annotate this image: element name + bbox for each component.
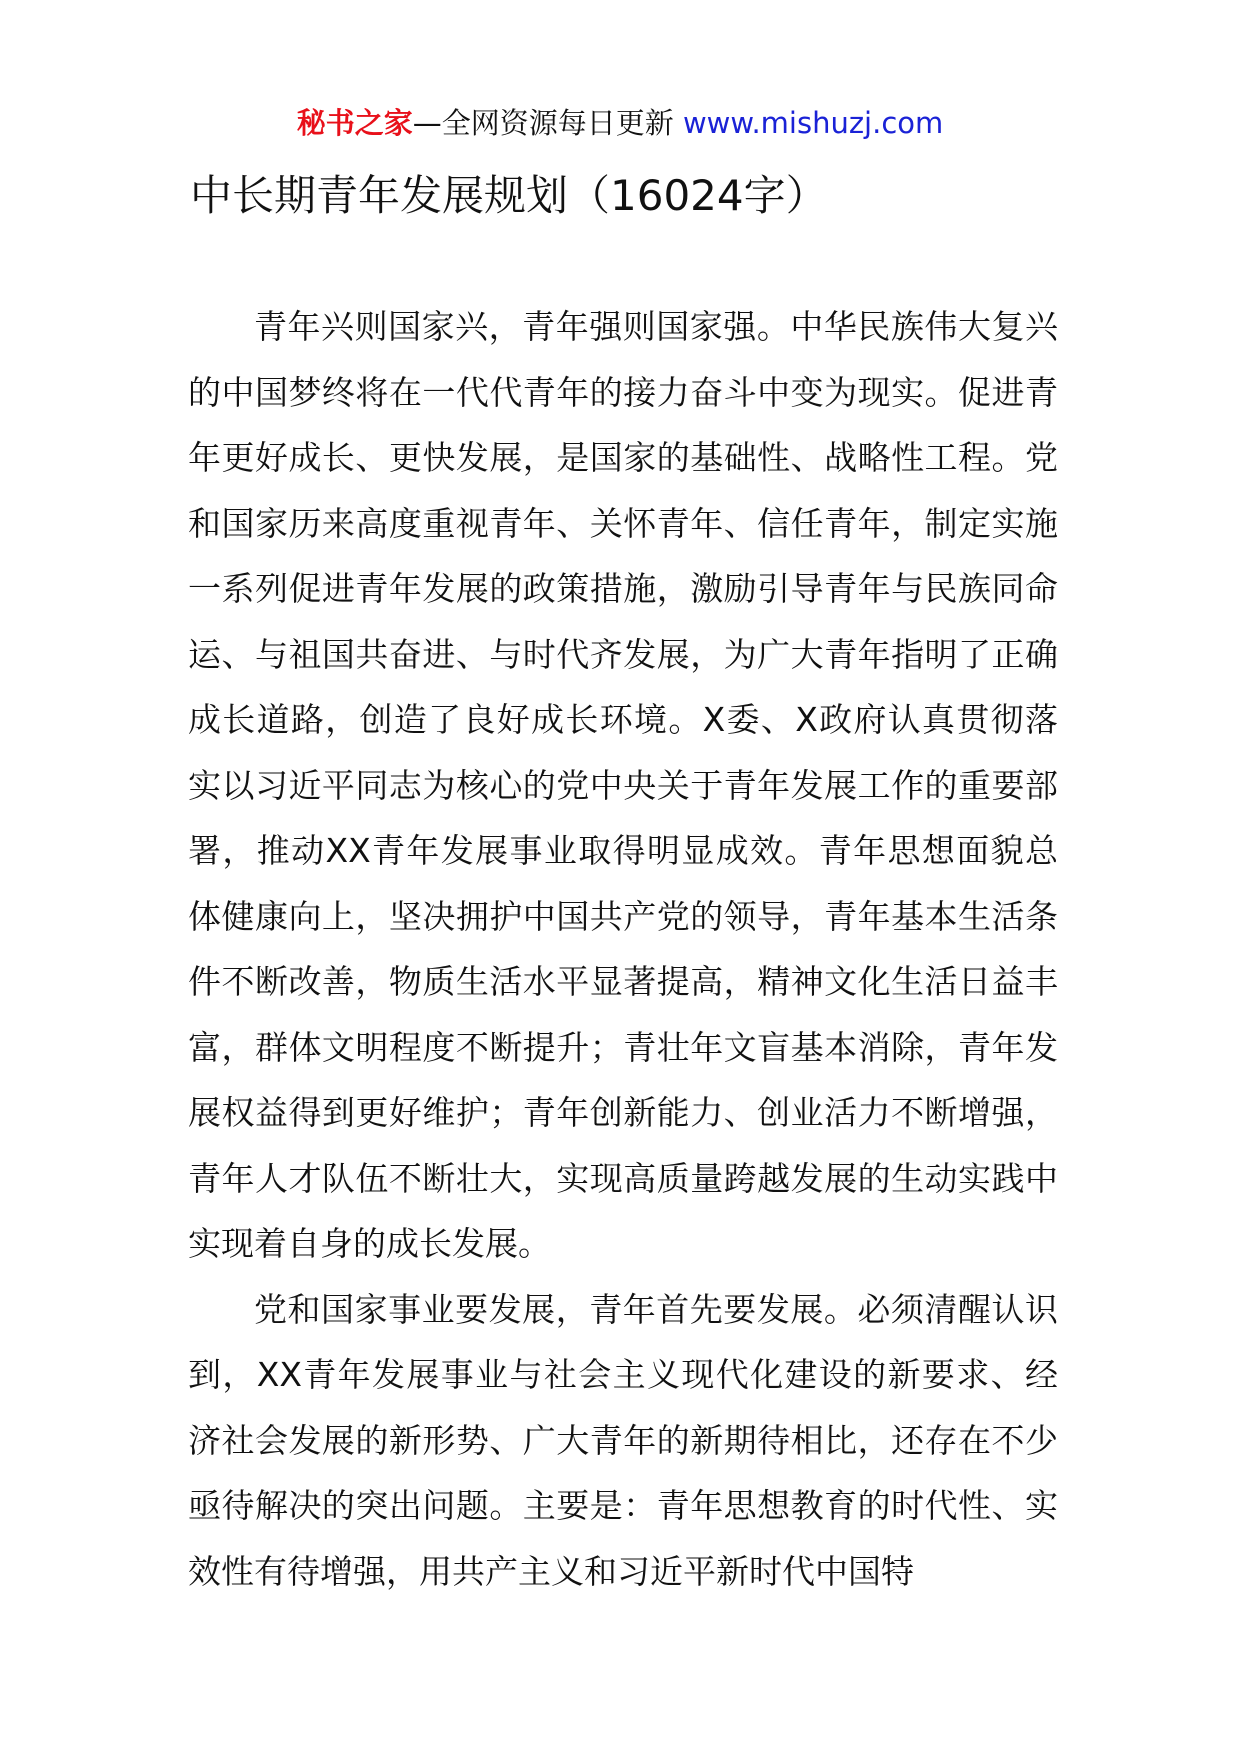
site-url-link[interactable]: www.mishuzj.com: [682, 106, 944, 140]
document-title: 中长期青年发展规划（16024字）: [190, 171, 828, 220]
body-paragraph: 党和国家事业要发展，青年首先要发展。必须清醒认识到，XX青年发展事业与社会主义现代化建设的新要求、经济社会发展的新形势、广大青年的新期待相比，还存在不少亟待解决的突出问题。主要是：青年思想教育的时代性、实效性有待增强，用共产主义和习近平新时代中国特: [188, 1289, 1058, 1591]
site-tagline: —全网资源每日更新: [412, 106, 674, 140]
site-header: [0, 103, 1240, 143]
document-body: [188, 294, 1058, 1604]
brand-name: 秘书之家: [296, 106, 413, 140]
body-paragraph: 青年兴则国家兴，青年强则国家强。中华民族伟大复兴的中国梦终将在一代代青年的接力奋斗中变为现实。促进青年更好成长、更快发展，是国家的基础性、战略性工程。党和国家历来高度重视青年、关怀青年、信任青年，制定实施一系列促进青年发展的政策措施，激励引导青年与民族同命运、与祖国共奋进、与时代齐发展，为广大青年指明了正确成长道路，创造了良好成长环境。X委、X政府认真贯彻落实以习近平同志为核心的党中央关于青年发展工作的重要部署，推动XX青年发展事业取得明显成效。青年思想面貌总体健康向上，坚决拥护中国共产党的领导，青年基本生活条件不断改善，物质生活水平显著提高，精神文化生活日益丰富，群体文明程度不断提升；青壮年文盲基本消除，青年发展权益得到更好维护；青年创新能力、创业活力不断增强，青年人才队伍不断壮大，实现高质量跨越发展的生动实践中实现着自身的成长发展。: [188, 307, 1058, 1263]
